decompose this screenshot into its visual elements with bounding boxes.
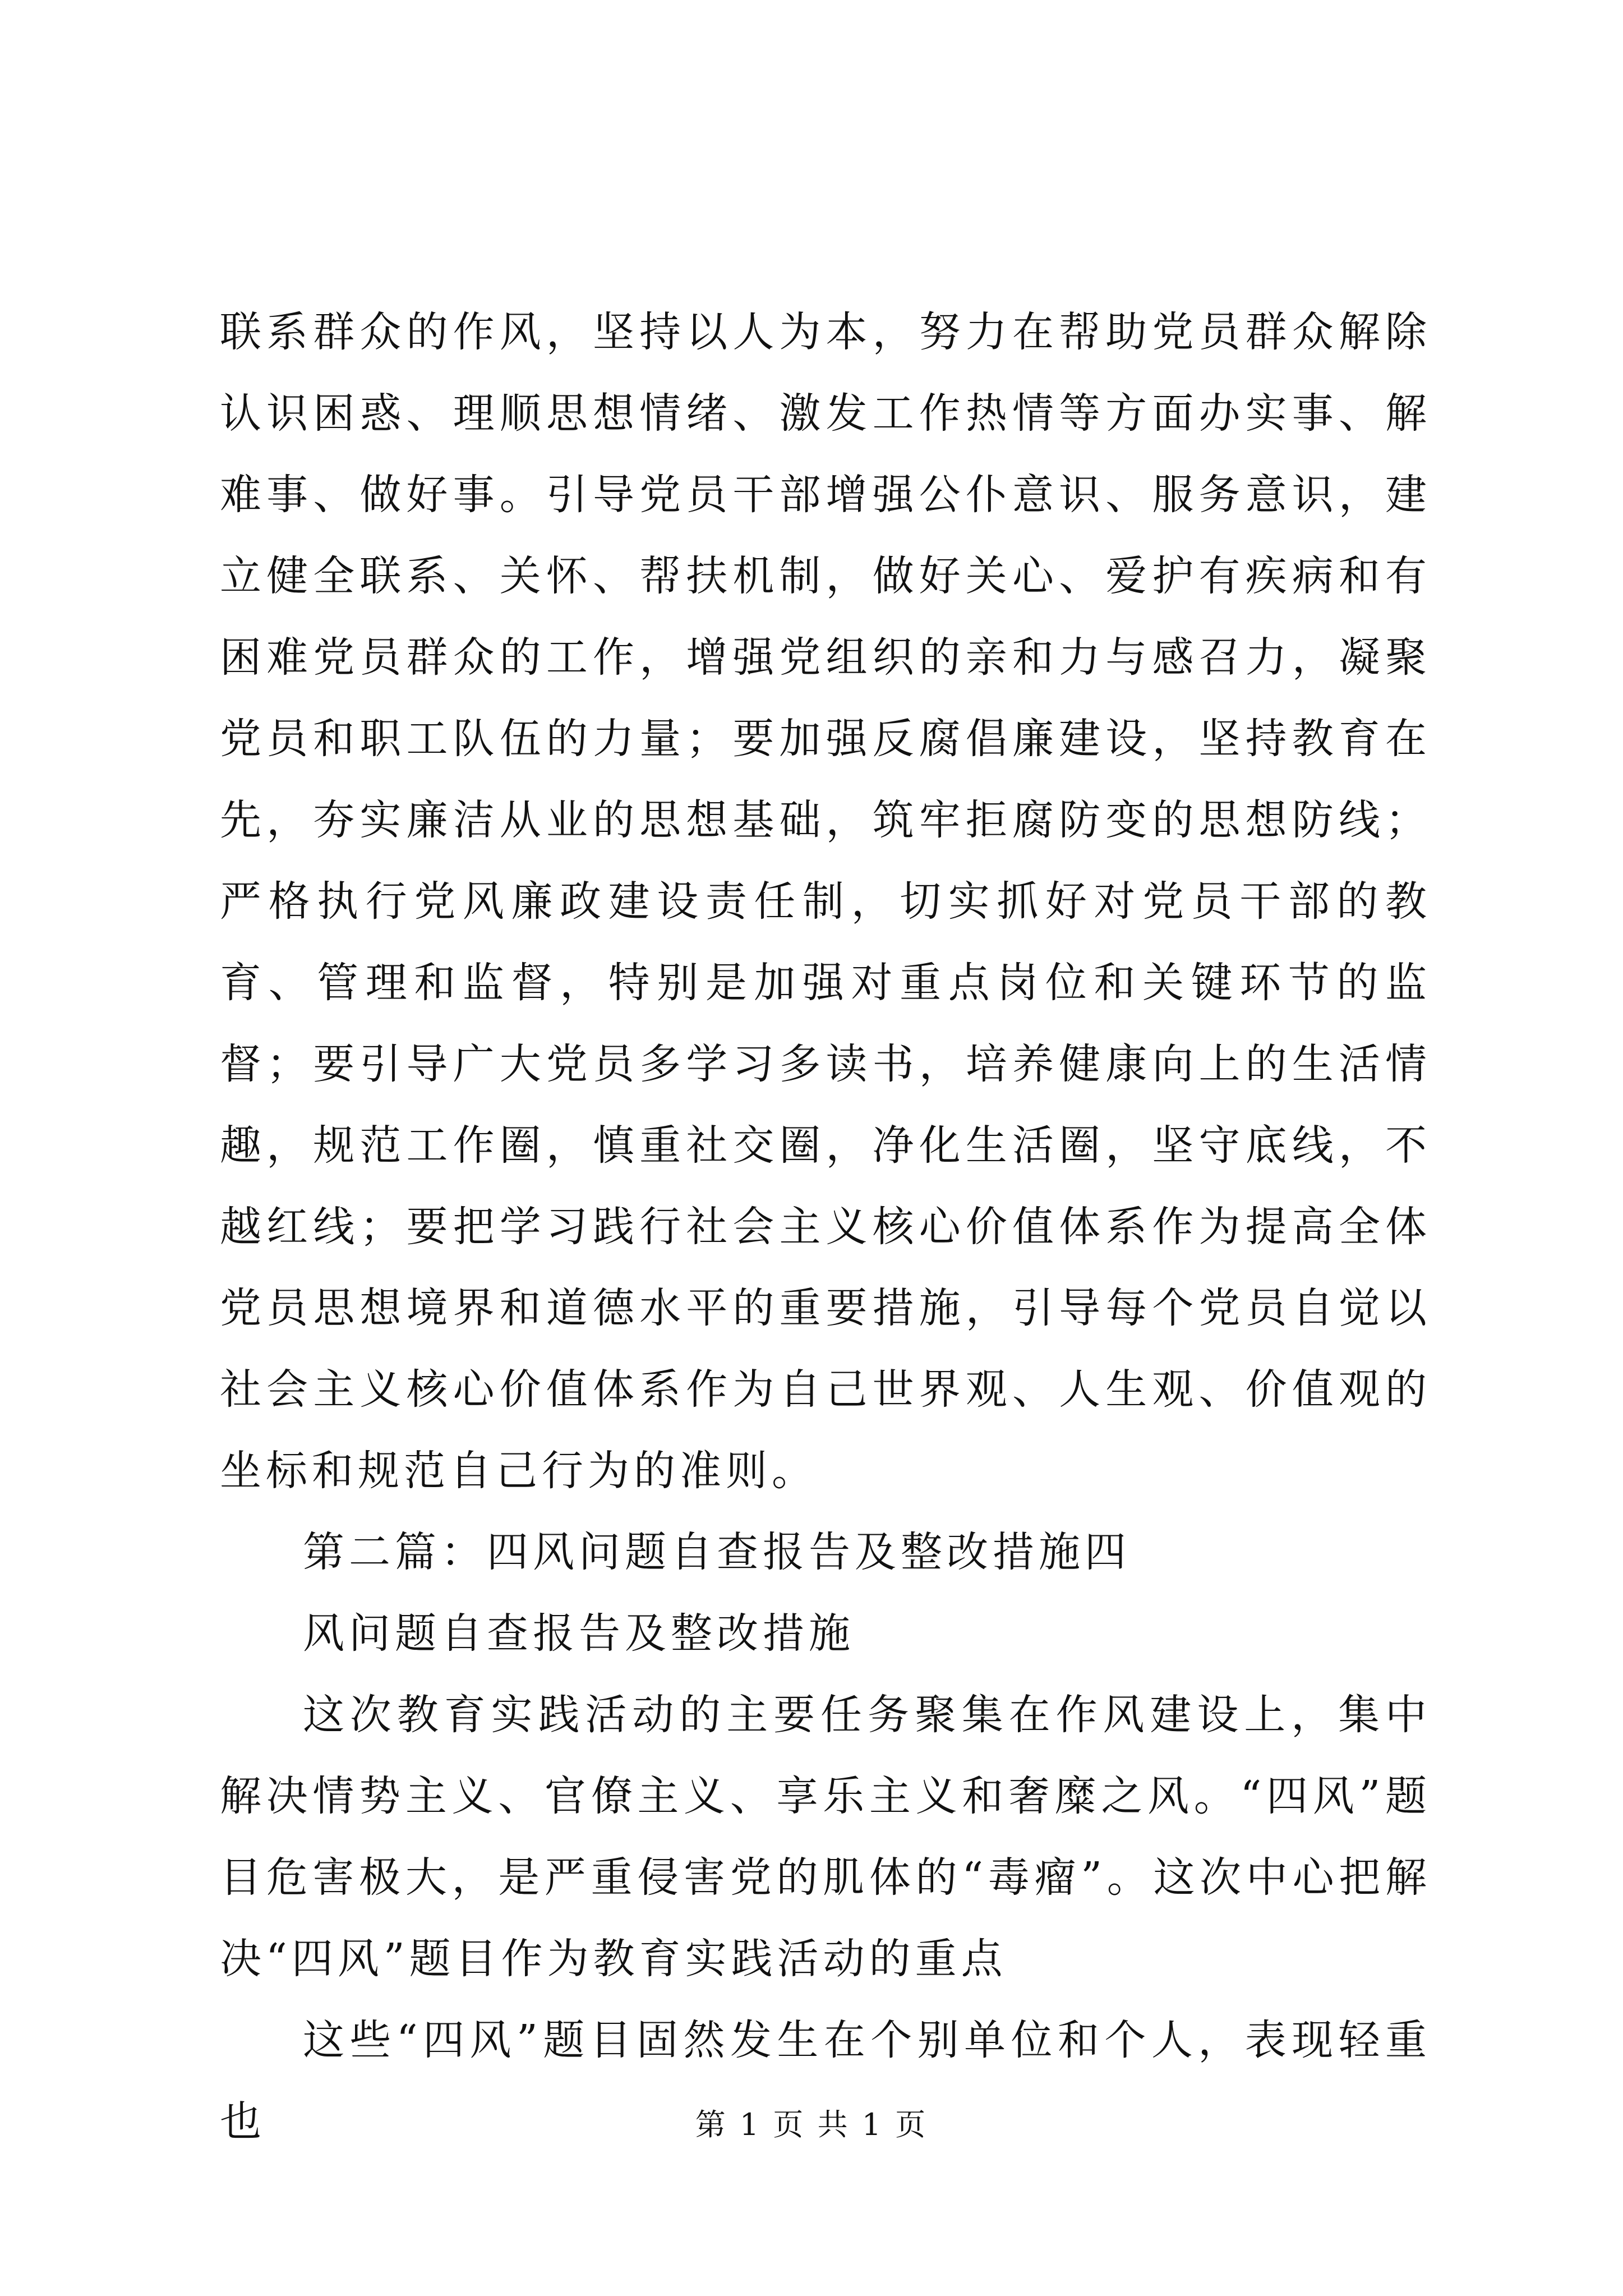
section-heading-line-2: 风问题自查报告及整改措施 — [303, 1609, 855, 1658]
paragraph-body: 这次教育实践活动的主要任务聚集在作风建设上，集中解决情势主义、官僚主义、享乐主义和奢糜之风。“四风”题目危害极大，是严重侵害党的肌体的“毒瘤”。这次中心把解决“四风”题目作为教育实践活动的重点 — [220, 1691, 1431, 1983]
section-heading-line-1: 第二篇：四风问题自查报告及整改措施四 — [303, 1528, 1131, 1576]
document-body — [220, 292, 1431, 2162]
page-number-footer: 第 1 页 共 1 页 — [695, 2107, 928, 2142]
paragraph-body: 这些“四风”题目固然发生在个别单位和个人，表现轻重也 — [220, 2016, 1431, 2146]
paragraph-continuation: 联系群众的作风，坚持以人为本，努力在帮助党员群众解除认识困惑、理顺思想情绪、激发工作热情等方面办实事、解难事、做好事。引导党员干部增强公仆意识、服务意识，建立健全联系、关怀、帮扶机制，做好关心、爱护有疾病和有困难党员群众的工作，增强党组织的亲和力与感召力，凝聚党员和职工队伍的力量；要加强反腐倡廉建设，坚持教育在先，夯实廉洁从业的思想基础，筑牢拒腐防变的思想防线；严格执行党风廉政建设责任制，切实抓好对党员干部的教育、管理和监督，特别是加强对重点岗位和关键环节的监督；要引导广大党员多学习多读书，培养健康向上的生活情趣，规范工作圈，慎重社交圈，净化生活圈，坚守底线，不越红线；要把学习践行社会主义核心价值体系作为提高全体党员思想境界和道德水平的重要措施，引导每个党员自觉以社会主义核心价值体系作为自己世界观、人生观、价值观的坐标和规范自己行为的准则。 — [220, 308, 1431, 1495]
